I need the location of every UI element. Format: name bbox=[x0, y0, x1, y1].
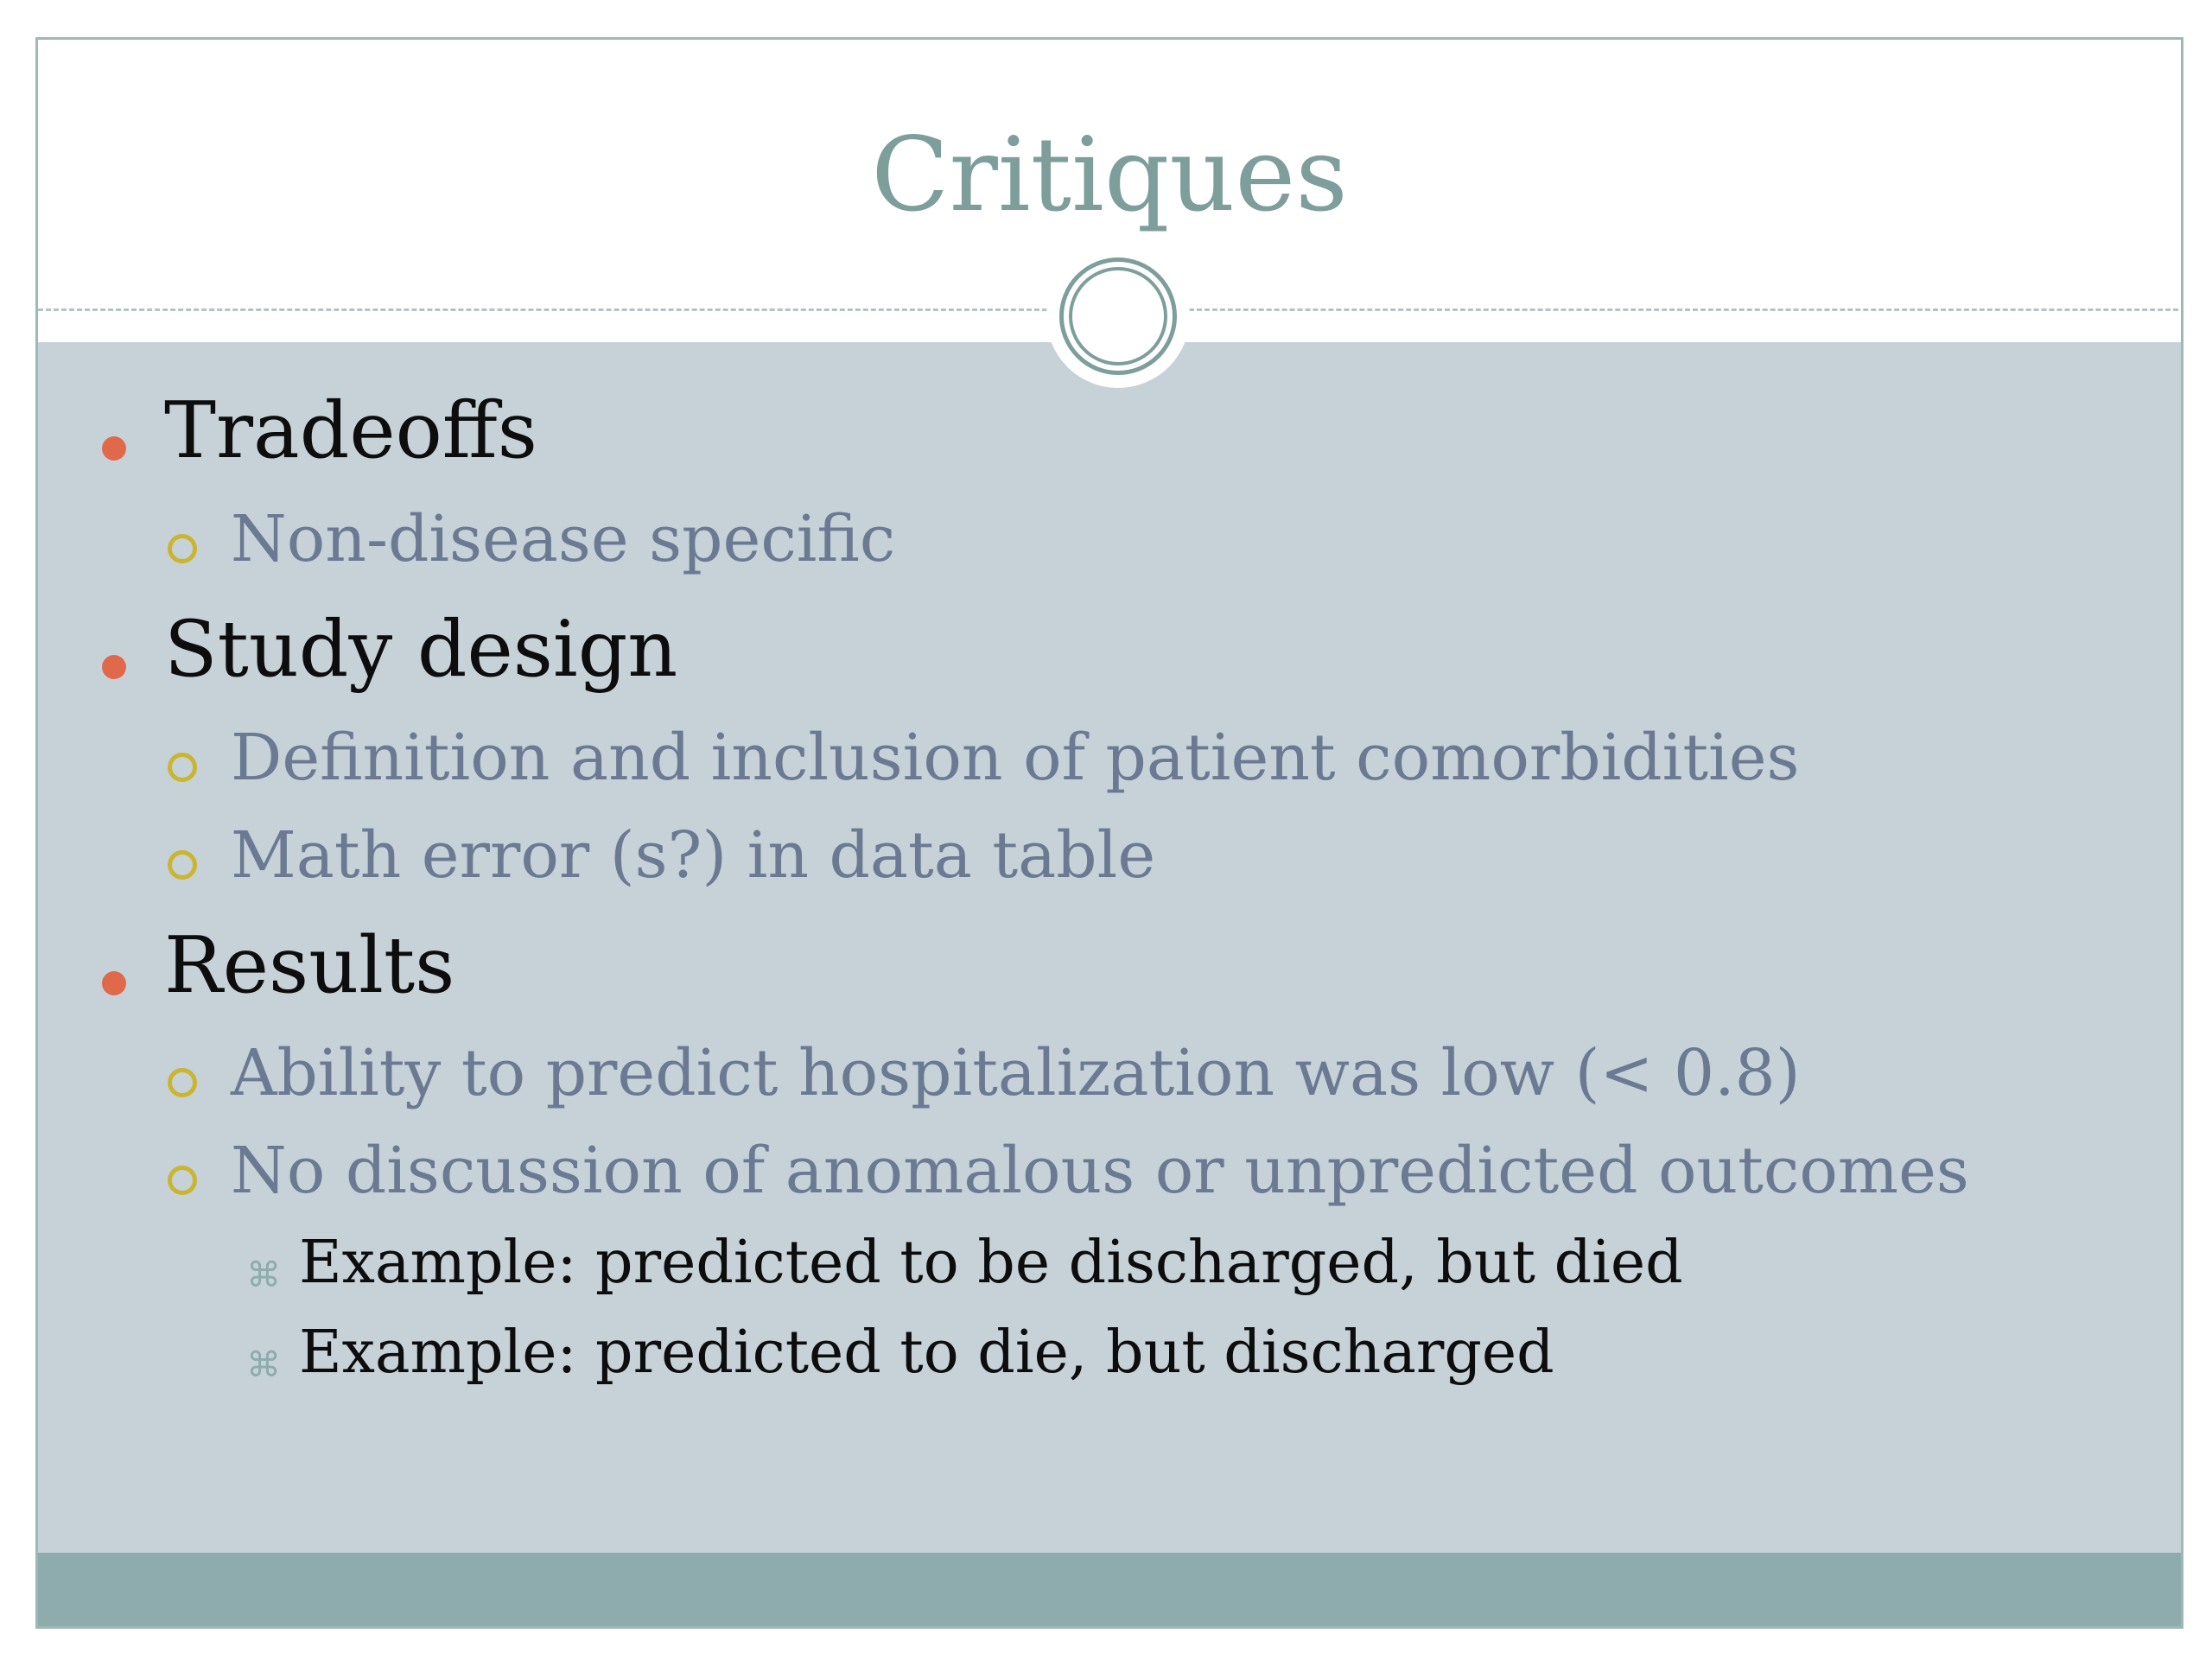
bullet-item-level2: No discussion of anomalous or unpredicted outcomes bbox=[231, 1134, 1969, 1208]
bullet-item-level2: Ability to predict hospitalization was low (< 0.8) bbox=[231, 1036, 1801, 1110]
hollow-circle-icon bbox=[168, 1166, 197, 1195]
hollow-circle-icon bbox=[168, 850, 197, 880]
bullet-item-level2: Math error (s?) in data table bbox=[231, 818, 1156, 893]
footer-bar bbox=[38, 1553, 2181, 1626]
bullet-item-level2: Non-disease specific bbox=[231, 502, 896, 576]
bullet-item-level3: Example: predicted to be discharged, but died bbox=[299, 1229, 1683, 1297]
slide-title: Critiques bbox=[871, 115, 1348, 234]
bullet-item-level1: Tradeoffs bbox=[164, 385, 537, 476]
filled-circle-icon bbox=[102, 436, 126, 461]
filled-circle-icon bbox=[102, 971, 126, 995]
star-icon: ⌘ bbox=[246, 1255, 281, 1295]
star-icon: ⌘ bbox=[246, 1345, 281, 1385]
bullet-item-level2: Definition and inclusion of patient comorbidities bbox=[231, 721, 1800, 795]
hollow-circle-icon bbox=[168, 1068, 197, 1097]
title-divider-left bbox=[38, 308, 1047, 311]
hollow-circle-icon bbox=[168, 753, 197, 782]
divider-ring-inner bbox=[1069, 267, 1167, 365]
filled-circle-icon bbox=[102, 655, 126, 679]
bullet-item-level1: Study design bbox=[164, 604, 678, 695]
hollow-circle-icon bbox=[168, 534, 197, 563]
slide bbox=[35, 37, 2183, 1629]
bullet-item-level1: Results bbox=[164, 920, 455, 1011]
title-divider-right bbox=[1189, 308, 2183, 311]
bullet-item-level3: Example: predicted to die, but discharged bbox=[299, 1319, 1554, 1387]
